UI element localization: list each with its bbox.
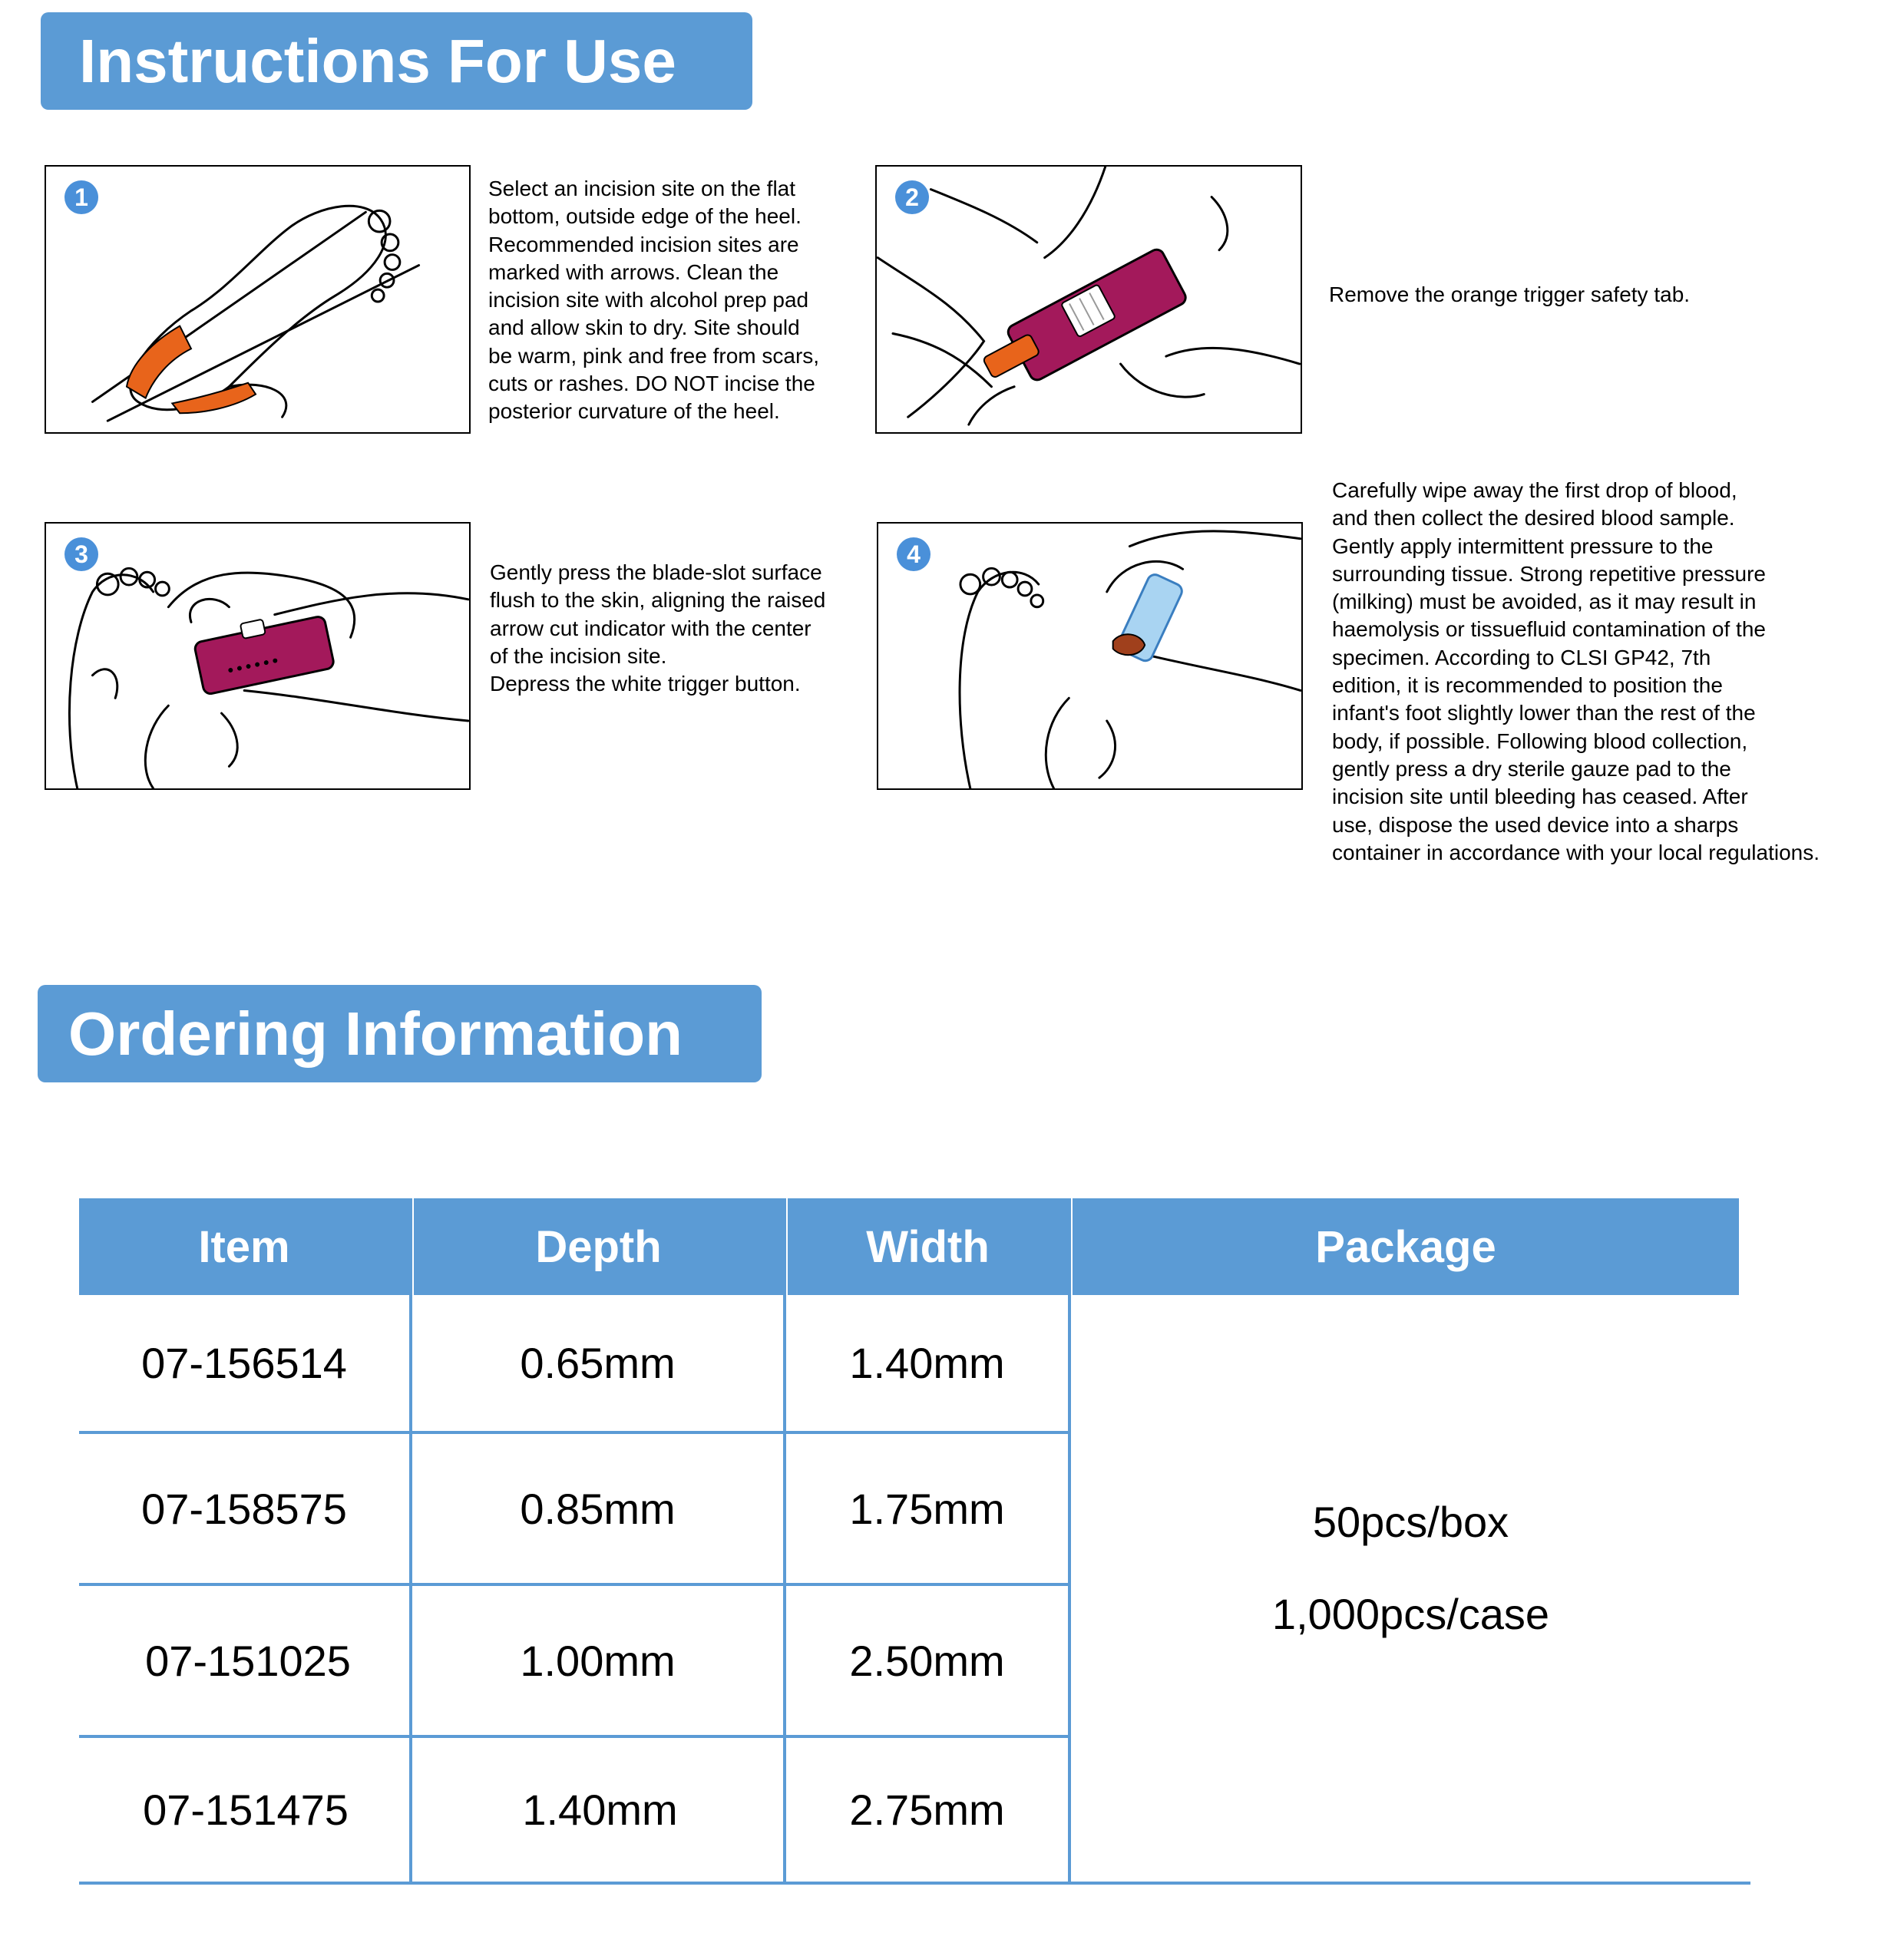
step-4-badge: 4 <box>897 537 931 571</box>
package-box: 50pcs/box <box>1312 1498 1509 1546</box>
depth-cell: 0.65mm <box>520 1339 676 1387</box>
depth-cell: 0.85mm <box>520 1484 676 1533</box>
item-cell: 07-151475 <box>143 1786 349 1834</box>
header-depth: Depth <box>414 1198 783 1295</box>
ordering-title: Ordering Information <box>38 985 762 1082</box>
table-bottom-border <box>79 1882 1750 1885</box>
width-cell: 2.50mm <box>849 1636 1005 1685</box>
press-trigger-drawing <box>46 524 469 788</box>
item-cell: 07-151025 <box>145 1636 351 1685</box>
remove-safety-tab-drawing <box>877 167 1301 432</box>
depth-cell: 1.00mm <box>520 1636 676 1685</box>
width-cell: 2.75mm <box>849 1786 1005 1834</box>
step-3-badge: 3 <box>64 537 98 571</box>
step-2-text: Remove the orange trigger safety tab. <box>1329 282 1691 306</box>
step-4-text: Carefully wipe away the first drop of blood, and then collect the desired blood sample. Gently apply intermittent pressure to the surrounding tissue. Strong repetitive pressure (milking) must be avoided, as it may result in haemolysis or tissuefluid contamination of the specimen. According to CLSI GP42, 7th edition, it is recommended to position the infant's foot slightly lower than the rest of the body, if possible. Following blood collection, gently press a dry sterile gauze pad to the incision site until bleeding has ceased. After use, dispose the used device into a sharps container in accordance with your local regulations. <box>1332 478 1820 864</box>
heel-incision-site-drawing <box>46 167 469 432</box>
depth-cell: 1.40mm <box>522 1786 678 1834</box>
step-2-illustration <box>875 165 1302 434</box>
step-4-illustration <box>877 522 1303 790</box>
item-cell: 07-156514 <box>141 1339 347 1387</box>
width-cell: 1.40mm <box>849 1339 1005 1387</box>
item-cell: 07-158575 <box>141 1484 347 1533</box>
collect-blood-sample-drawing <box>878 524 1301 788</box>
step-1-text: Select an incision site on the flat bottom, outside edge of the heel. Recommended incision sites are marked with arrows. Clean the incision site with alcohol prep pad and allow skin to dry. Site should be warm, pink and free from scars, cuts or rashes. DO NOT incise the posterior curvature of the heel. <box>488 177 820 424</box>
step-1-badge: 1 <box>64 180 98 214</box>
step-1-illustration <box>45 165 471 434</box>
width-cell: 1.75mm <box>849 1484 1005 1533</box>
step-3-illustration <box>45 522 471 790</box>
package-case: 1,000pcs/case <box>1271 1590 1550 1638</box>
step-3-text: Gently press the blade-slot surface flush to the skin, aligning the raised arrow cut indicator with the center of the incision site. Depress the white trigger button. <box>490 560 826 696</box>
step-2-badge: 2 <box>895 180 929 214</box>
instructions-title: Instructions For Use <box>41 12 752 110</box>
header-item: Item <box>79 1198 409 1295</box>
header-width: Width <box>788 1198 1068 1295</box>
header-package: Package <box>1073 1198 1739 1295</box>
